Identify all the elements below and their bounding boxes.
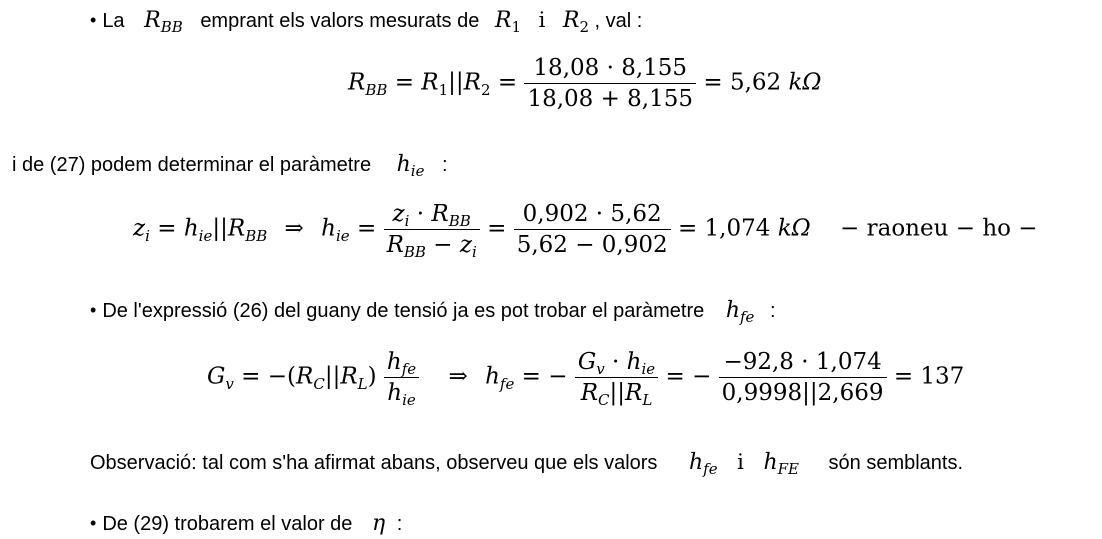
fraction-symbolic-hie: $\frac{z_i \cdot R_{BB}}{R_{BB} - z_i}$ bbox=[384, 202, 480, 257]
bullet-icon: • bbox=[90, 10, 97, 30]
symbol-hfe-small: $h_{fe}$ bbox=[688, 450, 718, 478]
result-hie: 1,074 bbox=[704, 215, 771, 242]
text-line-observacio bbox=[90, 450, 964, 478]
fraction-numeric-hie: $\frac{0,902 \cdot 5,62}{5,62 - 0,902}$ bbox=[514, 202, 671, 257]
unit-kohm: kΩ bbox=[788, 69, 822, 96]
implies-arrow: ⇒ bbox=[448, 363, 468, 390]
text-la: La bbox=[102, 10, 125, 32]
fraction-numeric-hfe: $\frac{-92,8 \cdot 1,074}{0,9998||2,669}$ bbox=[719, 350, 887, 405]
text-observacio: Observació: tal com s'ha afirmat abans, observeu que els valors bbox=[90, 452, 658, 474]
symbol-hfe: $h_{fe}$ bbox=[725, 298, 755, 326]
fraction-symbolic-hfe: $\frac{G_v \cdot h_{ie}}{R_C||R_L}$ bbox=[575, 350, 658, 405]
equation-hie: $z_i = h_{ie}||R_{BB}$ ⇒ $h_{ie}$ = $\frac{z_i \cdot R_{BB}}{R_{BB} - z_i}$ = $\frac{0,902 \cdot 5,62}{5,62 - 0,902}$ = 1,074 kΩ − raoneu − ho − bbox=[133, 201, 1038, 262]
text-val: , val : bbox=[594, 10, 643, 32]
text-line-hie: i de (27) podem determinar el paràmetre $h_{ie}$ : bbox=[12, 152, 448, 180]
equation-rbb: $R_{BB} = R_1||R_2$ = $\frac{18,08 \cdot 8,155}{18,08 + 8,155}$ = 5,62 kΩ bbox=[348, 55, 822, 113]
text-semblants: són semblants. bbox=[828, 452, 964, 474]
result-hfe: 137 bbox=[920, 363, 965, 390]
bullet-icon: • bbox=[90, 300, 97, 320]
fraction-rbb: $\frac{18,08 \cdot 8,155}{18,08 + 8,155}$ bbox=[524, 56, 696, 111]
text-podem: i de (27) podem determinar el paràmetre bbox=[12, 154, 372, 176]
implies-arrow: ⇒ bbox=[284, 215, 304, 242]
symbol-r1: $R_1$ bbox=[494, 8, 522, 36]
text-expressio: De l'expressió (26) del guany de tensió ja es pot trobar el paràmetre bbox=[102, 300, 705, 322]
symbol-hFE: $h_{FE}$ bbox=[763, 450, 799, 478]
result-rbb: 5,62 bbox=[729, 69, 782, 96]
bullet-line-eta: • De (29) trobarem el valor de η : bbox=[90, 511, 403, 536]
text-trobarem: De (29) trobarem el valor de bbox=[102, 513, 353, 535]
bullet-line-rbb bbox=[90, 8, 643, 36]
bullet-line-hfe: • De l'expressió (26) del guany de tensió ja es pot trobar el paràmetre $h_{fe}$ : bbox=[90, 298, 776, 326]
bullet-icon: • bbox=[90, 513, 97, 533]
conj-i: i bbox=[538, 8, 546, 32]
symbol-hie: $h_{ie}$ bbox=[396, 152, 425, 180]
conj-i: i bbox=[737, 450, 744, 474]
symbol-r2: $R_2$ bbox=[562, 8, 589, 36]
equation-hfe: $G_v = -(R_C||R_L)$ $\frac{h_{fe}}{h_{ie}}$ ⇒ $h_{fe}$ = − $\frac{G_v \cdot h_{ie}}{R_C||R_L}$ = − $\frac{-92,8 \cdot 1,074}{0,9998||2,669}$ = 137 bbox=[207, 349, 965, 410]
text-emprant: emprant els valors mesurats de bbox=[200, 10, 480, 32]
symbol-eta: η bbox=[371, 511, 386, 536]
note-raoneu: − raoneu − ho − bbox=[840, 215, 1038, 242]
fraction-hfe-hie: $\frac{h_{fe}}{h_{ie}}$ bbox=[384, 350, 419, 405]
symbol-rbb: $R_{BB}$ bbox=[144, 8, 183, 36]
